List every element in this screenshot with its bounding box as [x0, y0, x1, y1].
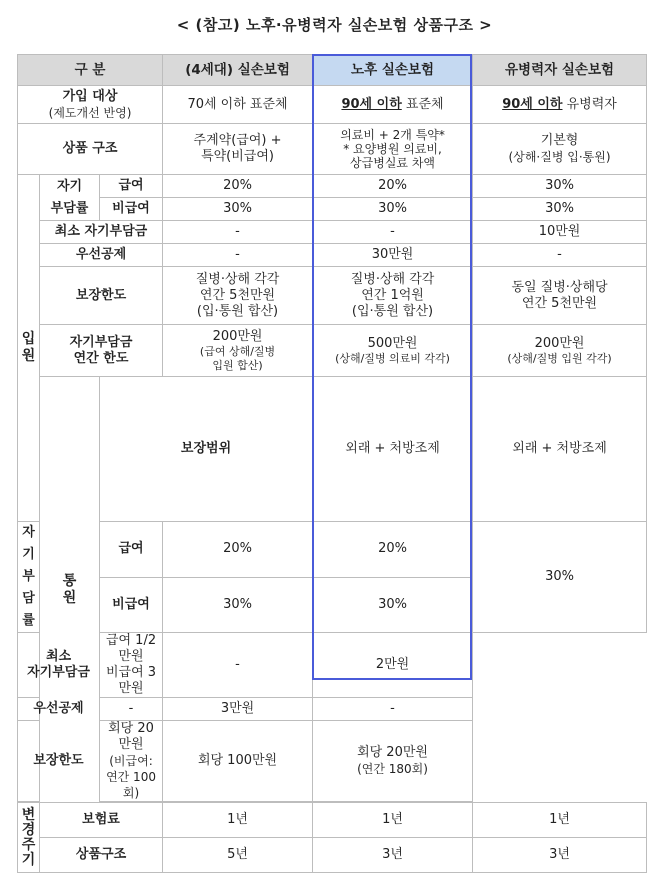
cell: -	[473, 244, 647, 267]
table-row	[18, 175, 647, 198]
header-col-4th-gen: (4세대) 실손보험	[163, 55, 313, 86]
cell: 30%	[313, 198, 473, 221]
table-row	[18, 377, 647, 522]
table-row	[18, 198, 647, 221]
table-row	[18, 325, 647, 377]
underlined-age: 90세 이하	[502, 96, 563, 112]
cell: -	[163, 244, 313, 267]
cell-text: 유병력자	[562, 96, 617, 112]
cell: 30%	[473, 198, 647, 221]
cell-text: 기본형	[540, 133, 579, 148]
cell: -	[163, 633, 313, 698]
cell: 회당 100만원	[163, 721, 313, 802]
row-label-annual-limit: 자기부담금 연간 한도	[40, 325, 163, 377]
row-label-covered: 급여	[100, 175, 163, 198]
cell: 30%	[473, 522, 647, 633]
cell: 20%	[163, 522, 313, 578]
cell: -	[313, 698, 473, 721]
group-label-inpatient: 입 원	[18, 175, 40, 522]
cell-subtext: (상해/질병 입원 각각)	[507, 351, 612, 365]
cell-subtext: (비급여: 연간 100회)	[106, 754, 156, 800]
table-row	[18, 86, 647, 124]
table-row	[18, 522, 647, 578]
row-label-priority: 우선공제	[18, 698, 100, 721]
row-label-min-copay: 최소 자기부담금	[18, 633, 100, 698]
row-label-min-copay: 최소 자기부담금	[40, 221, 163, 244]
cell: 2만원	[313, 633, 473, 698]
underlined-age: 90세 이하	[341, 96, 402, 112]
cell: 질병·상해 각각 연간 1억원 (입·통원 합산)	[313, 267, 473, 325]
cell: 의료비 + 2개 특약* * 요양병원 의료비, 상급병실료 차액	[313, 124, 473, 175]
cell: 3만원	[163, 698, 313, 721]
cell	[313, 325, 473, 377]
cell-text: 200만원	[534, 335, 585, 351]
cell: 3년	[313, 838, 473, 873]
cell: 3년	[473, 838, 647, 873]
row-label-copay: 자기 부담률	[18, 522, 40, 633]
row-label-eligibility	[18, 86, 163, 124]
cell	[473, 86, 647, 124]
comparison-table	[17, 54, 647, 873]
cell-text: 회당 20만원	[357, 745, 428, 760]
eligibility-sublabel: (제도개선 반영)	[48, 105, 132, 120]
table-row	[18, 267, 647, 325]
row-label-copay: 자기 부담률	[40, 175, 100, 221]
cell: 질병·상해 각각 연간 5천만원 (입·통원 합산)	[163, 267, 313, 325]
cell: -	[163, 221, 313, 244]
cell	[313, 86, 473, 124]
table-row	[18, 221, 647, 244]
cell: 30%	[163, 577, 313, 633]
cell-subtext: (상해·질병 입·통원)	[508, 150, 611, 164]
row-label-scope: 보장범위	[100, 377, 313, 522]
cell: -	[100, 698, 163, 721]
eligibility-label: 가입 대상	[62, 88, 118, 104]
cell-text: 표준체	[401, 96, 444, 112]
cell: 외래 + 처방조제	[473, 377, 647, 522]
cell: 70세 이하 표준체	[163, 86, 313, 124]
cell: 30%	[163, 198, 313, 221]
cell: 30%	[473, 175, 647, 198]
header-col-senior: 노후 실손보험	[313, 55, 473, 86]
table-row	[18, 838, 647, 873]
cell-subtext: (급여 상해/질병 입원 합산)	[199, 344, 276, 372]
group-label-outpatient: 통 원	[40, 377, 100, 803]
cell-text: 500만원	[367, 335, 418, 351]
row-label-premium: 보험료	[40, 803, 163, 838]
cell: 급여 1/2만원 비급여 3만원	[100, 633, 163, 698]
cell	[100, 721, 163, 802]
cell: 1년	[473, 803, 647, 838]
header-category: 구 분	[18, 55, 163, 86]
cell	[473, 124, 647, 175]
cell: 외래 + 처방조제	[313, 377, 473, 522]
table-row	[18, 244, 647, 267]
cell-text: 200만원	[212, 328, 263, 344]
header-col-preexisting: 유병력자 실손보험	[473, 55, 647, 86]
cell: 1년	[313, 803, 473, 838]
cell-subtext: (상해/질병 의료비 각각)	[335, 351, 450, 365]
header-row	[18, 55, 647, 86]
row-label-structure: 상품 구조	[18, 124, 163, 175]
cell	[473, 325, 647, 377]
table-row	[18, 721, 647, 802]
table-row	[18, 698, 647, 721]
cell	[163, 325, 313, 377]
row-label-priority: 우선공제	[40, 244, 163, 267]
cell: 5년	[163, 838, 313, 873]
cell: 20%	[163, 175, 313, 198]
group-label-change-cycle: 변 경 주 기	[18, 803, 40, 873]
cell: 30만원	[313, 244, 473, 267]
row-label-noncovered: 비급여	[100, 577, 163, 633]
cell: 30%	[313, 577, 473, 633]
page-title: < (참고) 노후·유병력자 실손보험 상품구조 >	[176, 16, 493, 34]
row-label-limit: 보장한도	[40, 267, 163, 325]
cell: 20%	[313, 522, 473, 578]
cell: 동일 질병·상해당 연간 5천만원	[473, 267, 647, 325]
row-label-product-structure: 상품구조	[40, 838, 163, 873]
row-label-covered: 급여	[100, 522, 163, 578]
cell: 주계약(급여) + 특약(비급여)	[163, 124, 313, 175]
cell: 10만원	[473, 221, 647, 244]
row-label-limit: 보장한도	[18, 721, 100, 802]
cell: -	[313, 221, 473, 244]
cell-subtext: (연간 180회)	[357, 762, 428, 776]
table-row	[18, 803, 647, 838]
row-label-noncovered: 비급여	[100, 198, 163, 221]
table-row	[18, 633, 647, 698]
cell-text: 회당 20만원	[108, 721, 154, 752]
cell: 20%	[313, 175, 473, 198]
table-row	[18, 124, 647, 175]
cell	[313, 721, 473, 802]
cell: 1년	[163, 803, 313, 838]
